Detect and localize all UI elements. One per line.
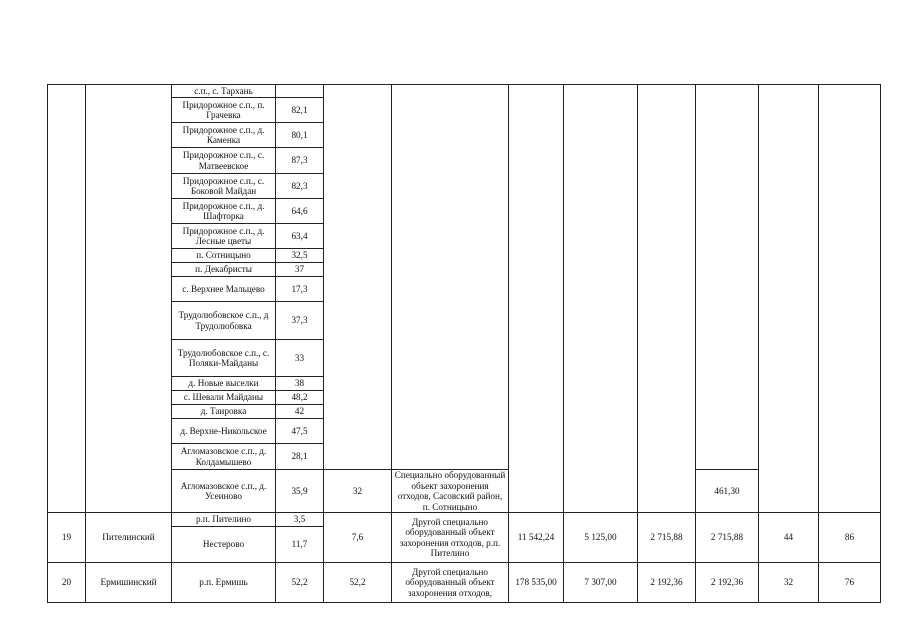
location-cell: Трудолюбовское с.п., с. Поляки-Майданы <box>172 340 276 377</box>
count-cell <box>759 85 819 513</box>
total-cell: 32 <box>324 470 392 513</box>
value-cell: 48,2 <box>276 391 324 405</box>
location-cell: д. Новые выселки <box>172 377 276 391</box>
amount-cell: 461,30 <box>696 470 759 513</box>
facility-cell: Специально оборудованный объект захоронения отходов, Сасовский район, п. Сотницыно <box>392 470 509 513</box>
value-cell: 38 <box>276 377 324 391</box>
location-cell: Агломазовское с.п., д. Колдамышево <box>172 444 276 470</box>
location-cell: Придорожное с.п., с. Боковой Майдан <box>172 174 276 199</box>
location-cell: Трудолюбовское с.п., д Трудолюбовка <box>172 302 276 340</box>
total-cell: 7,6 <box>324 513 392 563</box>
value-cell: 63,4 <box>276 224 324 249</box>
location-cell: с. Верхнее Мальцево <box>172 277 276 302</box>
table-row <box>48 513 881 527</box>
value-cell: 87,3 <box>276 148 324 174</box>
facility-cell: Другой специально оборудованный объект захоронения отходов, <box>392 563 509 603</box>
value-cell: 82,1 <box>276 98 324 123</box>
table-row <box>48 85 881 98</box>
location-cell: Нестерово <box>172 527 276 563</box>
amount-cell: 2 192,36 <box>638 563 696 603</box>
waste-table <box>47 84 881 603</box>
location-cell: д. Таировка <box>172 405 276 419</box>
value-cell: 37 <box>276 263 324 277</box>
location-cell: Придорожное с.п., с. Матвеевское <box>172 148 276 174</box>
district-cell <box>86 85 172 513</box>
location-cell: Придорожное с.п., д. Лесные цветы <box>172 224 276 249</box>
amount-cell: 178 535,00 <box>509 563 564 603</box>
total-cell <box>324 85 392 470</box>
amount-cell: 7 307,00 <box>564 563 638 603</box>
table-row <box>48 563 881 603</box>
amount-cell <box>509 85 564 513</box>
count-cell: 32 <box>759 563 819 603</box>
district-cell: Ермишинский <box>86 563 172 603</box>
value-cell: 17,3 <box>276 277 324 302</box>
value-cell: 32,5 <box>276 249 324 263</box>
amount-cell: 2 715,88 <box>696 513 759 563</box>
value-cell: 42 <box>276 405 324 419</box>
value-cell: 47,5 <box>276 419 324 444</box>
location-cell: п. Сотницыно <box>172 249 276 263</box>
location-cell: Придорожное с.п., д. Шафторка <box>172 199 276 224</box>
value-cell: 3,5 <box>276 513 324 527</box>
value-cell: 52,2 <box>276 563 324 603</box>
row-number-cell: 19 <box>48 513 86 563</box>
location-cell: п. Декабристы <box>172 263 276 277</box>
amount-cell <box>564 85 638 513</box>
amount-cell <box>696 85 759 470</box>
location-cell: д. Верхне-Никольское <box>172 419 276 444</box>
location-cell: Придорожное с.п., п. Грачевка <box>172 98 276 123</box>
location-cell: с.п., с. Тархань <box>172 85 276 98</box>
row-number-cell <box>48 85 86 513</box>
count-cell: 44 <box>759 513 819 563</box>
row-number-cell: 20 <box>48 563 86 603</box>
value-cell: 80,1 <box>276 123 324 148</box>
value-cell: 82,3 <box>276 174 324 199</box>
location-cell: с. Шевали Майданы <box>172 391 276 405</box>
count-cell <box>819 85 881 513</box>
count-cell: 86 <box>819 513 881 563</box>
table-row <box>48 470 881 492</box>
value-cell: 28,1 <box>276 444 324 470</box>
value-cell: 35,9 <box>276 470 324 513</box>
value-cell: 64,6 <box>276 199 324 224</box>
count-cell: 76 <box>819 563 881 603</box>
value-cell: 33 <box>276 340 324 377</box>
facility-cell <box>392 85 509 470</box>
district-cell: Пителинский <box>86 513 172 563</box>
location-cell: р.п. Ермишь <box>172 563 276 603</box>
value-cell: 11,7 <box>276 527 324 563</box>
amount-cell: 2 192,36 <box>696 563 759 603</box>
amount-cell: 5 125,00 <box>564 513 638 563</box>
location-cell: р.п. Пителино <box>172 513 276 527</box>
total-cell: 52,2 <box>324 563 392 603</box>
amount-cell: 2 715,88 <box>638 513 696 563</box>
facility-cell: Другой специально оборудованный объект захоронения отходов, р.п. Пителино <box>392 513 509 563</box>
location-cell: Придорожное с.п., д. Каменка <box>172 123 276 148</box>
value-cell <box>276 85 324 98</box>
location-cell: Агломазовское с.п., д. Усеиново <box>172 470 276 513</box>
amount-cell: 11 542,24 <box>509 513 564 563</box>
amount-cell <box>638 85 696 513</box>
value-cell: 37,3 <box>276 302 324 340</box>
